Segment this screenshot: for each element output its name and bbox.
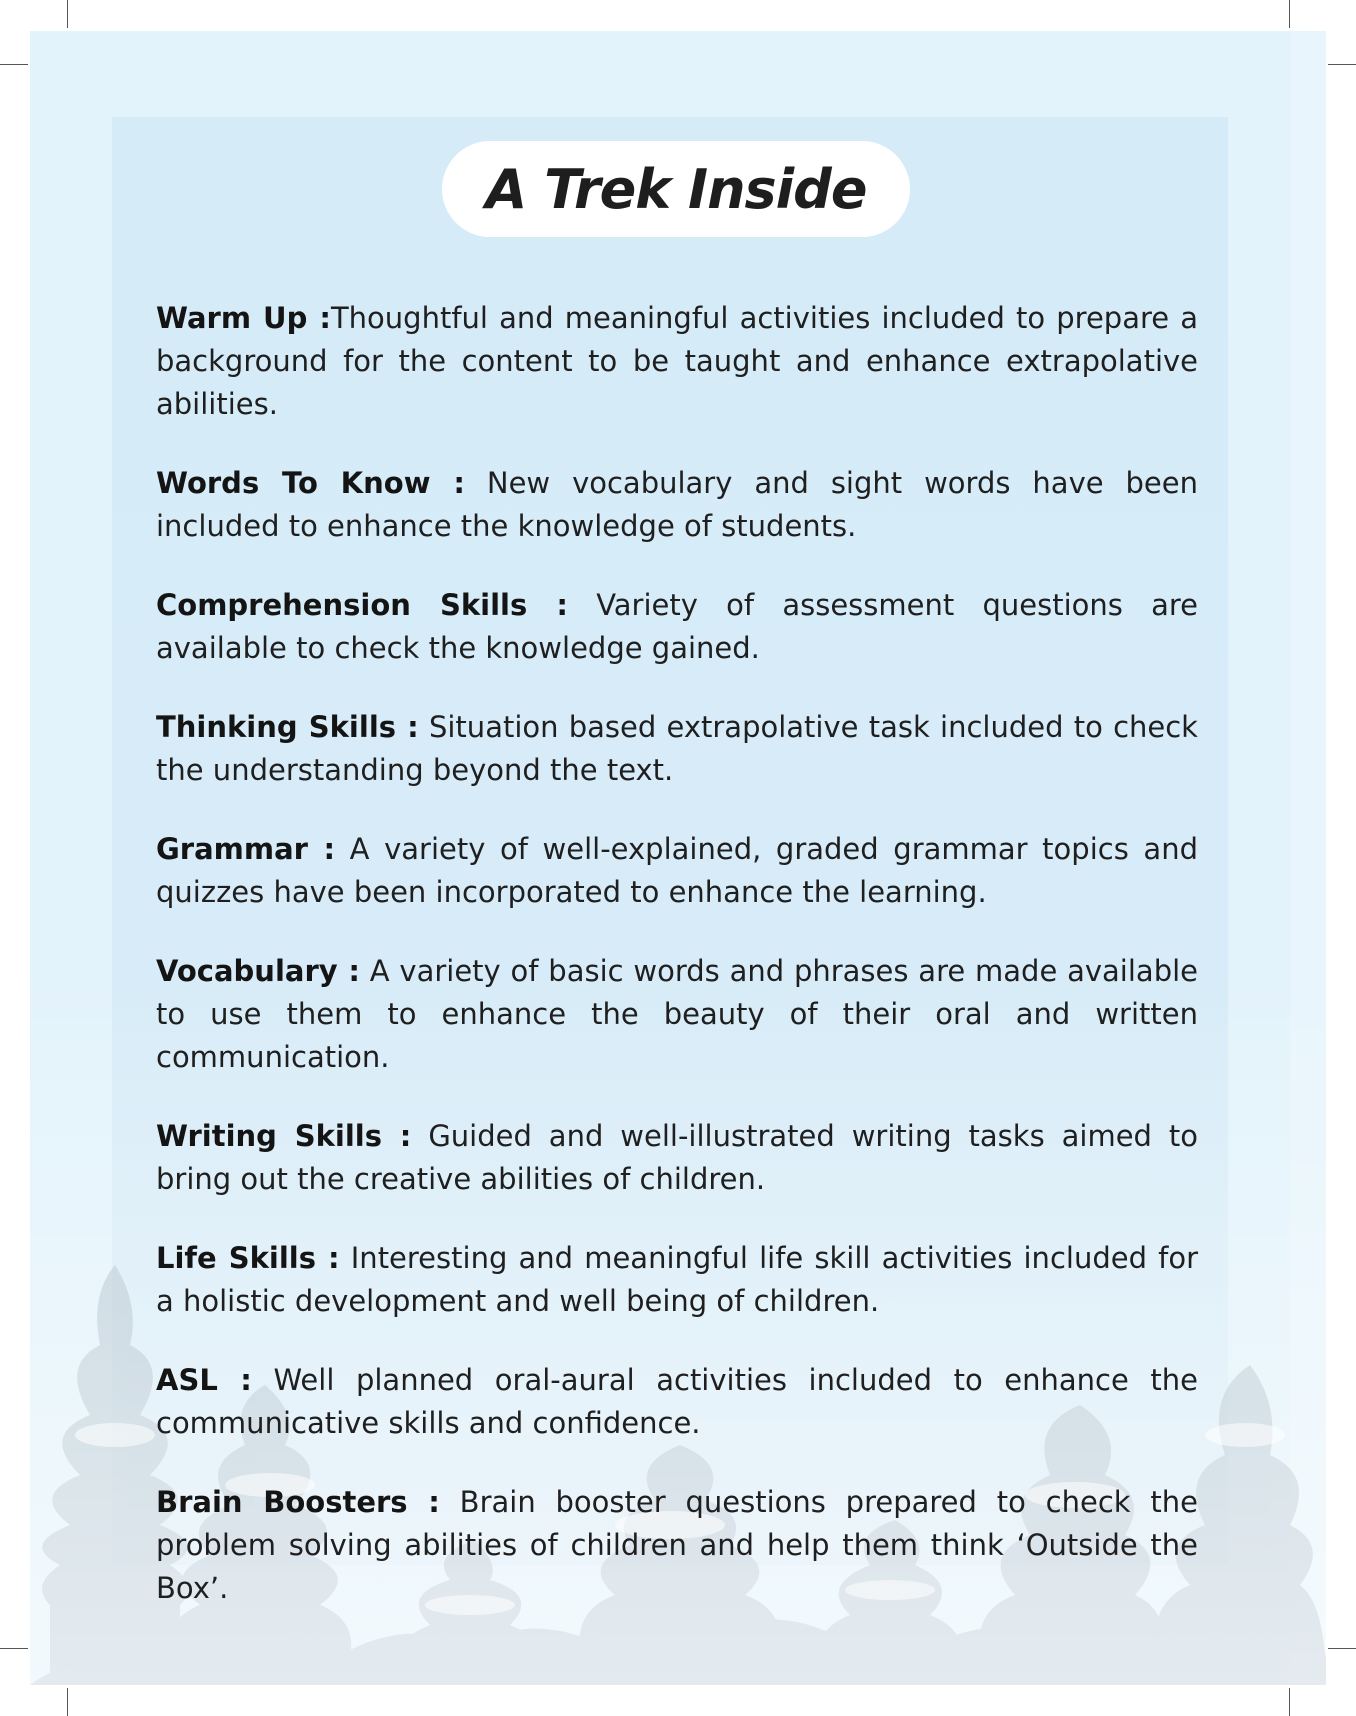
feature-entry-comprehension-skills bbox=[156, 584, 1198, 670]
feature-term: Grammar : bbox=[156, 832, 336, 866]
feature-description: Variety of assessment questions are available to check the knowledge gained. bbox=[156, 588, 1198, 665]
title-pill bbox=[442, 141, 910, 237]
feature-entry-writing-skills bbox=[156, 1115, 1198, 1201]
feature-entry-grammar bbox=[156, 828, 1198, 914]
feature-list bbox=[156, 297, 1198, 1646]
page bbox=[30, 31, 1326, 1685]
feature-entry-words-to-know bbox=[156, 462, 1198, 548]
feature-entry-vocabulary bbox=[156, 950, 1198, 1079]
feature-description: Brain booster questions prepared to check the problem solving abilities of children and help them think ‘Outside the Box’. bbox=[156, 1485, 1198, 1605]
feature-term: Vocabulary : bbox=[156, 954, 360, 988]
feature-description: Interesting and meaningful life skill activities included for a holistic development and well being of children. bbox=[156, 1241, 1199, 1318]
feature-entry-brain-boosters bbox=[156, 1481, 1198, 1610]
feature-description: Guided and well-illustrated writing tasks aimed to bring out the creative abilities of children. bbox=[156, 1119, 1198, 1196]
feature-entry-thinking-skills bbox=[156, 706, 1198, 792]
feature-term: Writing Skills : bbox=[156, 1119, 412, 1153]
feature-term: Thinking Skills : bbox=[156, 710, 419, 744]
feature-entry-life-skills bbox=[156, 1237, 1198, 1323]
feature-description: A variety of well-explained, graded grammar topics and quizzes have been incorporated to enhance the learning. bbox=[156, 832, 1198, 909]
feature-description: Thoughtful and meaningful activities included to prepare a background for the content to be taught and enhance extrapolative abilities. bbox=[156, 301, 1198, 421]
feature-term: ASL : bbox=[156, 1363, 252, 1397]
crop-mark bbox=[67, 1688, 68, 1716]
feature-entry-warm-up bbox=[156, 297, 1198, 426]
crop-mark bbox=[1328, 1648, 1356, 1649]
crop-mark bbox=[1328, 64, 1356, 65]
feature-description: New vocabulary and sight words have been included to enhance the knowledge of students. bbox=[156, 466, 1198, 543]
feature-description: Well planned oral-aural activities included to enhance the communicative skills and confidence. bbox=[156, 1363, 1198, 1440]
feature-entry-asl bbox=[156, 1359, 1198, 1445]
crop-mark bbox=[1289, 1688, 1290, 1716]
feature-term: Words To Know : bbox=[156, 466, 465, 500]
feature-term: Comprehension Skills : bbox=[156, 588, 568, 622]
feature-term: Brain Boosters : bbox=[156, 1485, 440, 1519]
feature-term: Warm Up : bbox=[156, 301, 331, 335]
crop-mark bbox=[0, 1648, 28, 1649]
feature-description: Situation based extrapolative task included to check the understanding beyond the text. bbox=[156, 710, 1198, 787]
crop-mark bbox=[1289, 0, 1290, 28]
feature-term: Life Skills : bbox=[156, 1241, 340, 1275]
feature-description: A variety of basic words and phrases are made available to use them to enhance the beauty of their oral and written communication. bbox=[156, 954, 1198, 1074]
crop-mark bbox=[0, 64, 28, 65]
page-title: A Trek Inside bbox=[485, 157, 867, 221]
crop-mark bbox=[67, 0, 68, 28]
